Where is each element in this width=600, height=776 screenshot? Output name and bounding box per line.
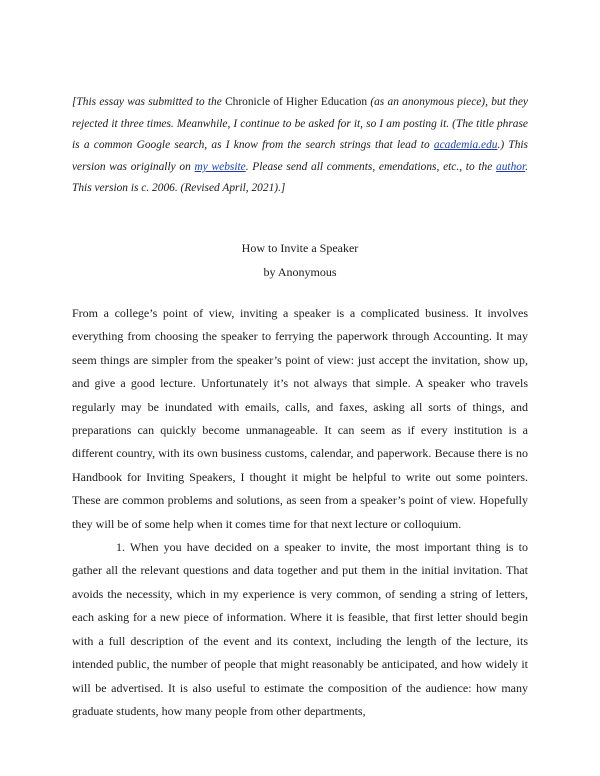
website-link[interactable]: my website [194,160,246,173]
note-text-2: (as an anonymous piece), but they rejected it three times. Meanwhile, I continue to be asked for it, so I am posting it. (The title phrase is a common Google search, as I know from the search strings that lead to [72,96,528,152]
body-paragraph: From a college’s point of view, inviting a speaker is a complicated business. It involves everything from choosing the speaker to ferrying the paperwork through Accounting. It may seem things are simpler from the speaker’s point of view: just accept the invitation, show up, and give a good lecture. Unfortunately it’s not always that simple. A speaker who travels regularly may be inundated with emails, calls, and faxes, asking all sorts of things, and preparations can quickly become unmanageable. It can seem as if every institution is a different country, with its own business customs, calendar, and paperwork. Because there is no Handbook for Inviting Speakers, I thought it might be helpful to write out some pointers. These are common problems and solutions, as seen from a speaker’s point of view. Hopefully they will be of some help when it comes time for that next lecture or colloquium. [72,306,528,531]
author-link[interactable]: author [496,160,526,173]
note-text-1: [This essay was submitted to the [72,96,226,108]
essay-body [72,302,528,723]
note-text-4: . Please send all comments, emendations, etc., to the [245,160,497,173]
essay-title: How to Invite a Speaker [241,241,359,255]
note-text-5: . This version is c. 2006. (Revised April, 2021).] [72,160,529,195]
academia-link[interactable]: academia.edu [433,139,498,152]
essay-byline: by Anonymous [263,265,337,279]
editorial-note [72,92,528,200]
publication-name: Chronicle of Higher Education [225,96,368,108]
body-paragraph: 1. When you have decided on a speaker to invite, the most important thing is to gather all the relevant questions and data together and put them in the initial invitation. That avoids the necessity, which in my experience is very common, of sending a string of letters, each asking for a new piece of information. Where it is feasible, that first letter should begin with a full description of the event and its context, including the length of the lecture, its intended public, the number of people that might reasonably be anticipated, and how widely it will be advertised. It is also useful to estimate the composition of the audience: how many graduate students, how many people from other departments, [72,540,528,718]
title-block [0,236,600,284]
note-text-3: .) This version was originally on [72,139,528,173]
